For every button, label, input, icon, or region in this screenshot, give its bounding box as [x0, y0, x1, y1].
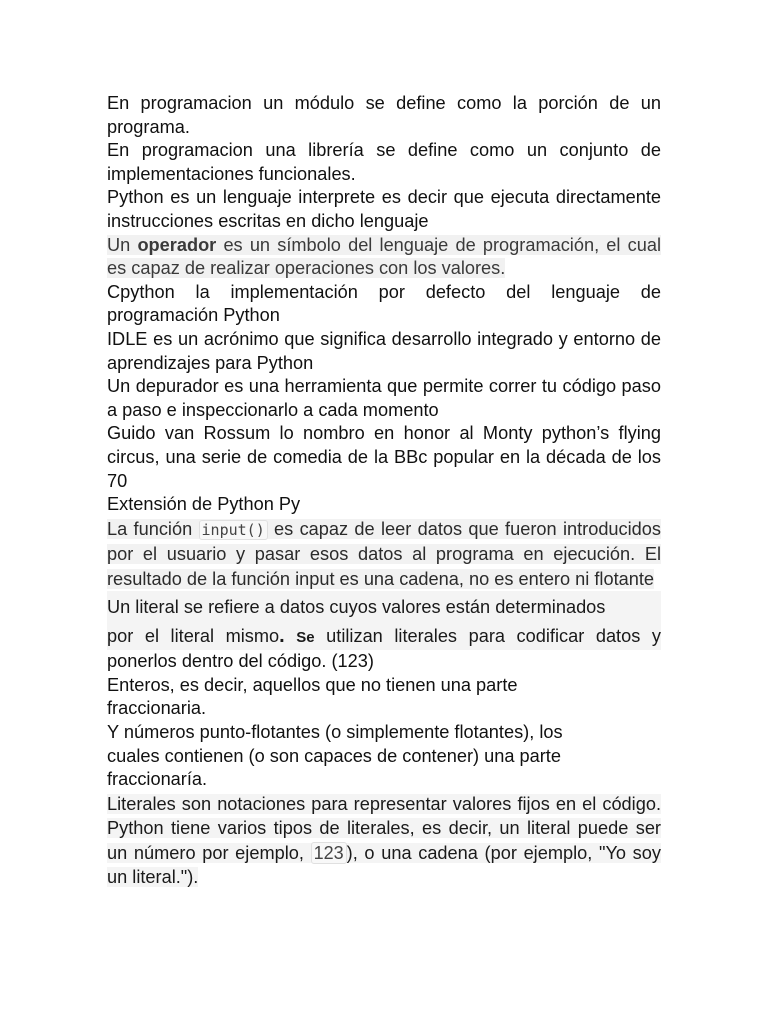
paragraph-modulo: En programacion un módulo se define como la porción de un programa. — [107, 93, 661, 137]
paragraph-depurador: Un depurador es una herramienta que permite correr tu código paso a paso e inspeccionarlo a cada momento — [107, 376, 661, 420]
literal-line-2 — [107, 624, 661, 650]
input-prefix: La función — [107, 518, 199, 539]
literal-line-2-suffix: utilizan literales para codificar datos y — [314, 626, 661, 647]
document-body — [107, 92, 661, 890]
literales-suffix: ), o una cadena (por ejemplo, "Yo soy un literal."). — [107, 842, 661, 888]
literal-se: Se — [296, 629, 315, 647]
input-highlight — [107, 519, 661, 589]
paragraph-libreria: En programacion una librería se define como un conjunto de implementaciones funcionales. — [107, 140, 661, 184]
literales-code: 123 — [311, 842, 347, 864]
operador-prefix: Un — [107, 234, 138, 255]
literal-line-1: Un literal se refiere a datos cuyos valores están determinados — [107, 591, 661, 624]
literal-dot: . — [279, 625, 285, 648]
paragraph-cpython: Cpython la implementación por defecto del lenguaje de programación Python — [107, 281, 661, 326]
operador-highlight — [107, 235, 661, 279]
paragraph-idle: IDLE es un acrónimo que significa desarrollo integrado y entorno de aprendizajes para Python — [107, 328, 661, 373]
operador-bold: operador — [137, 234, 217, 255]
paragraph-flotantes: Y números punto-flotantes (o simplemente flotantes), los cuales contienen (o son capaces de contener) una parte fraccionaría. — [107, 721, 563, 790]
literales-prefix: Literales son notaciones para representar valores fijos en el código. Python tiene varios tipos de literales, es decir, un literal puede ser un número por ejemplo, — [107, 793, 661, 863]
paragraph-python: Python es un lenguaje interprete es decir que ejecuta directamente instrucciones escritas en dicho lenguaje — [107, 187, 661, 231]
operador-suffix: es un símbolo del lenguaje de programación, el cual es capaz de realizar operaciones con los valores. — [107, 234, 661, 279]
paragraph-input — [107, 517, 661, 592]
paragraph-operador — [107, 234, 661, 281]
paragraph-extension: Extensión de Python Py — [107, 494, 301, 515]
literales-highlight — [107, 794, 661, 888]
literal-line-2-prefix: por el literal mismo — [107, 626, 280, 647]
literal-line-3: ponerlos dentro del código. (123) — [107, 651, 374, 672]
paragraph-literal — [107, 591, 661, 674]
input-code: input() — [199, 520, 268, 540]
paragraph-literales — [107, 792, 661, 890]
paragraph-enteros: Enteros, es decir, aquellos que no tienen una parte fraccionaria. — [107, 674, 518, 719]
paragraph-guido: Guido van Rossum lo nombro en honor al Monty python’s flying circus, una serie de comedia de la BBc popular en la década de los 70 — [107, 423, 661, 491]
input-suffix: es capaz de leer datos que fueron introducidos por el usuario y pasar esos datos al programa en ejecución. El resultado de la función input es una cadena, no es entero ni flotante — [107, 518, 662, 589]
